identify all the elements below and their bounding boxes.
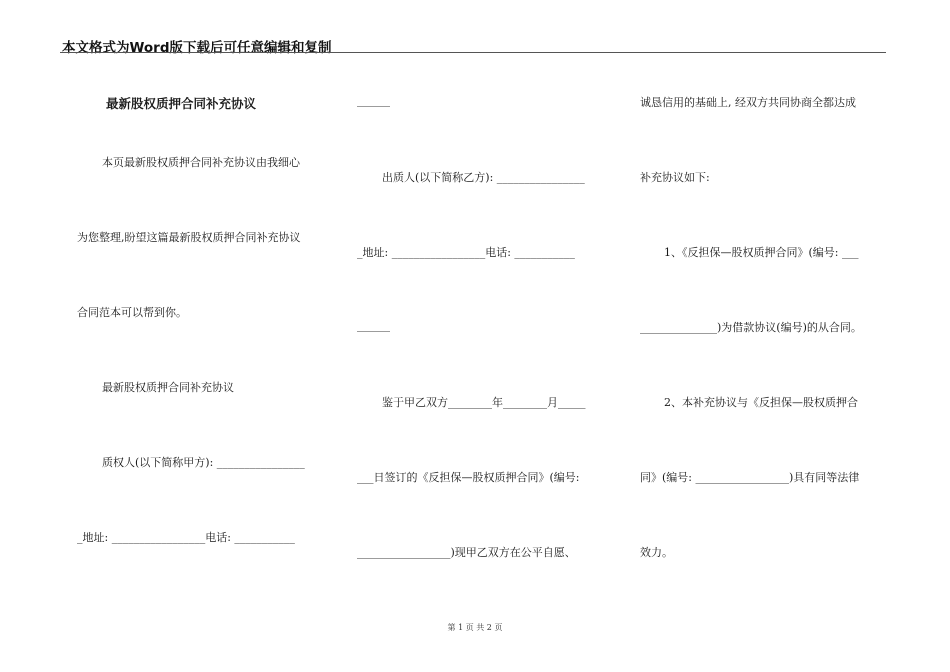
blank-line: ______ [357,319,390,332]
page-number: 第 1 页 共 2 页 [447,623,503,632]
paragraph-line: 补充协议如下: [640,171,710,184]
pledgor-line: 出质人(以下简称乙方): ________________ [382,171,585,184]
clause-1-line: ______________)为借款协议(编号)的从合同。 [640,321,862,334]
paragraph-line: 为您整理,盼望这篇最新股权质押合同补充协议 [77,231,301,244]
clause-2-line: 2、本补充协议与《反担保—股权质押合 [664,396,858,409]
clause-2-line: 效力。 [640,546,673,559]
paragraph-line: _________________)现甲乙双方在公平自愿、 [357,546,576,559]
document-title: 最新股权质押合同补充协议 [106,96,257,111]
pledgee-line: 质权人(以下简称甲方): ________________ [102,456,305,469]
paragraph-line: 诚恳信用的基础上, 经双方共同协商全都达成 [640,96,856,109]
paragraph-line: 合同范本可以帮到你。 [77,306,187,319]
paragraph-line: 本页最新股权质押合同补充协议由我细心 [102,156,300,169]
blank-line: ______ [357,94,390,107]
address-phone-line: _地址: _________________电话: ___________ [77,531,295,544]
clause-2-line: 同》(编号: _________________)具有同等法律 [640,471,860,484]
address-phone-line: _地址: _________________电话: ___________ [357,246,575,259]
paragraph-line: 鉴于甲乙双方________年________月_____ [382,396,586,409]
paragraph-line: ___日签订的《反担保—股权质押合同》(编号: [357,471,580,484]
section-heading: 最新股权质押合同补充协议 [102,381,234,394]
clause-1-line: 1、《反担保—股权质押合同》(编号: ___ [664,246,859,259]
document-header: 本文格式为Word版下载后可任意编辑和复制 [62,40,332,56]
